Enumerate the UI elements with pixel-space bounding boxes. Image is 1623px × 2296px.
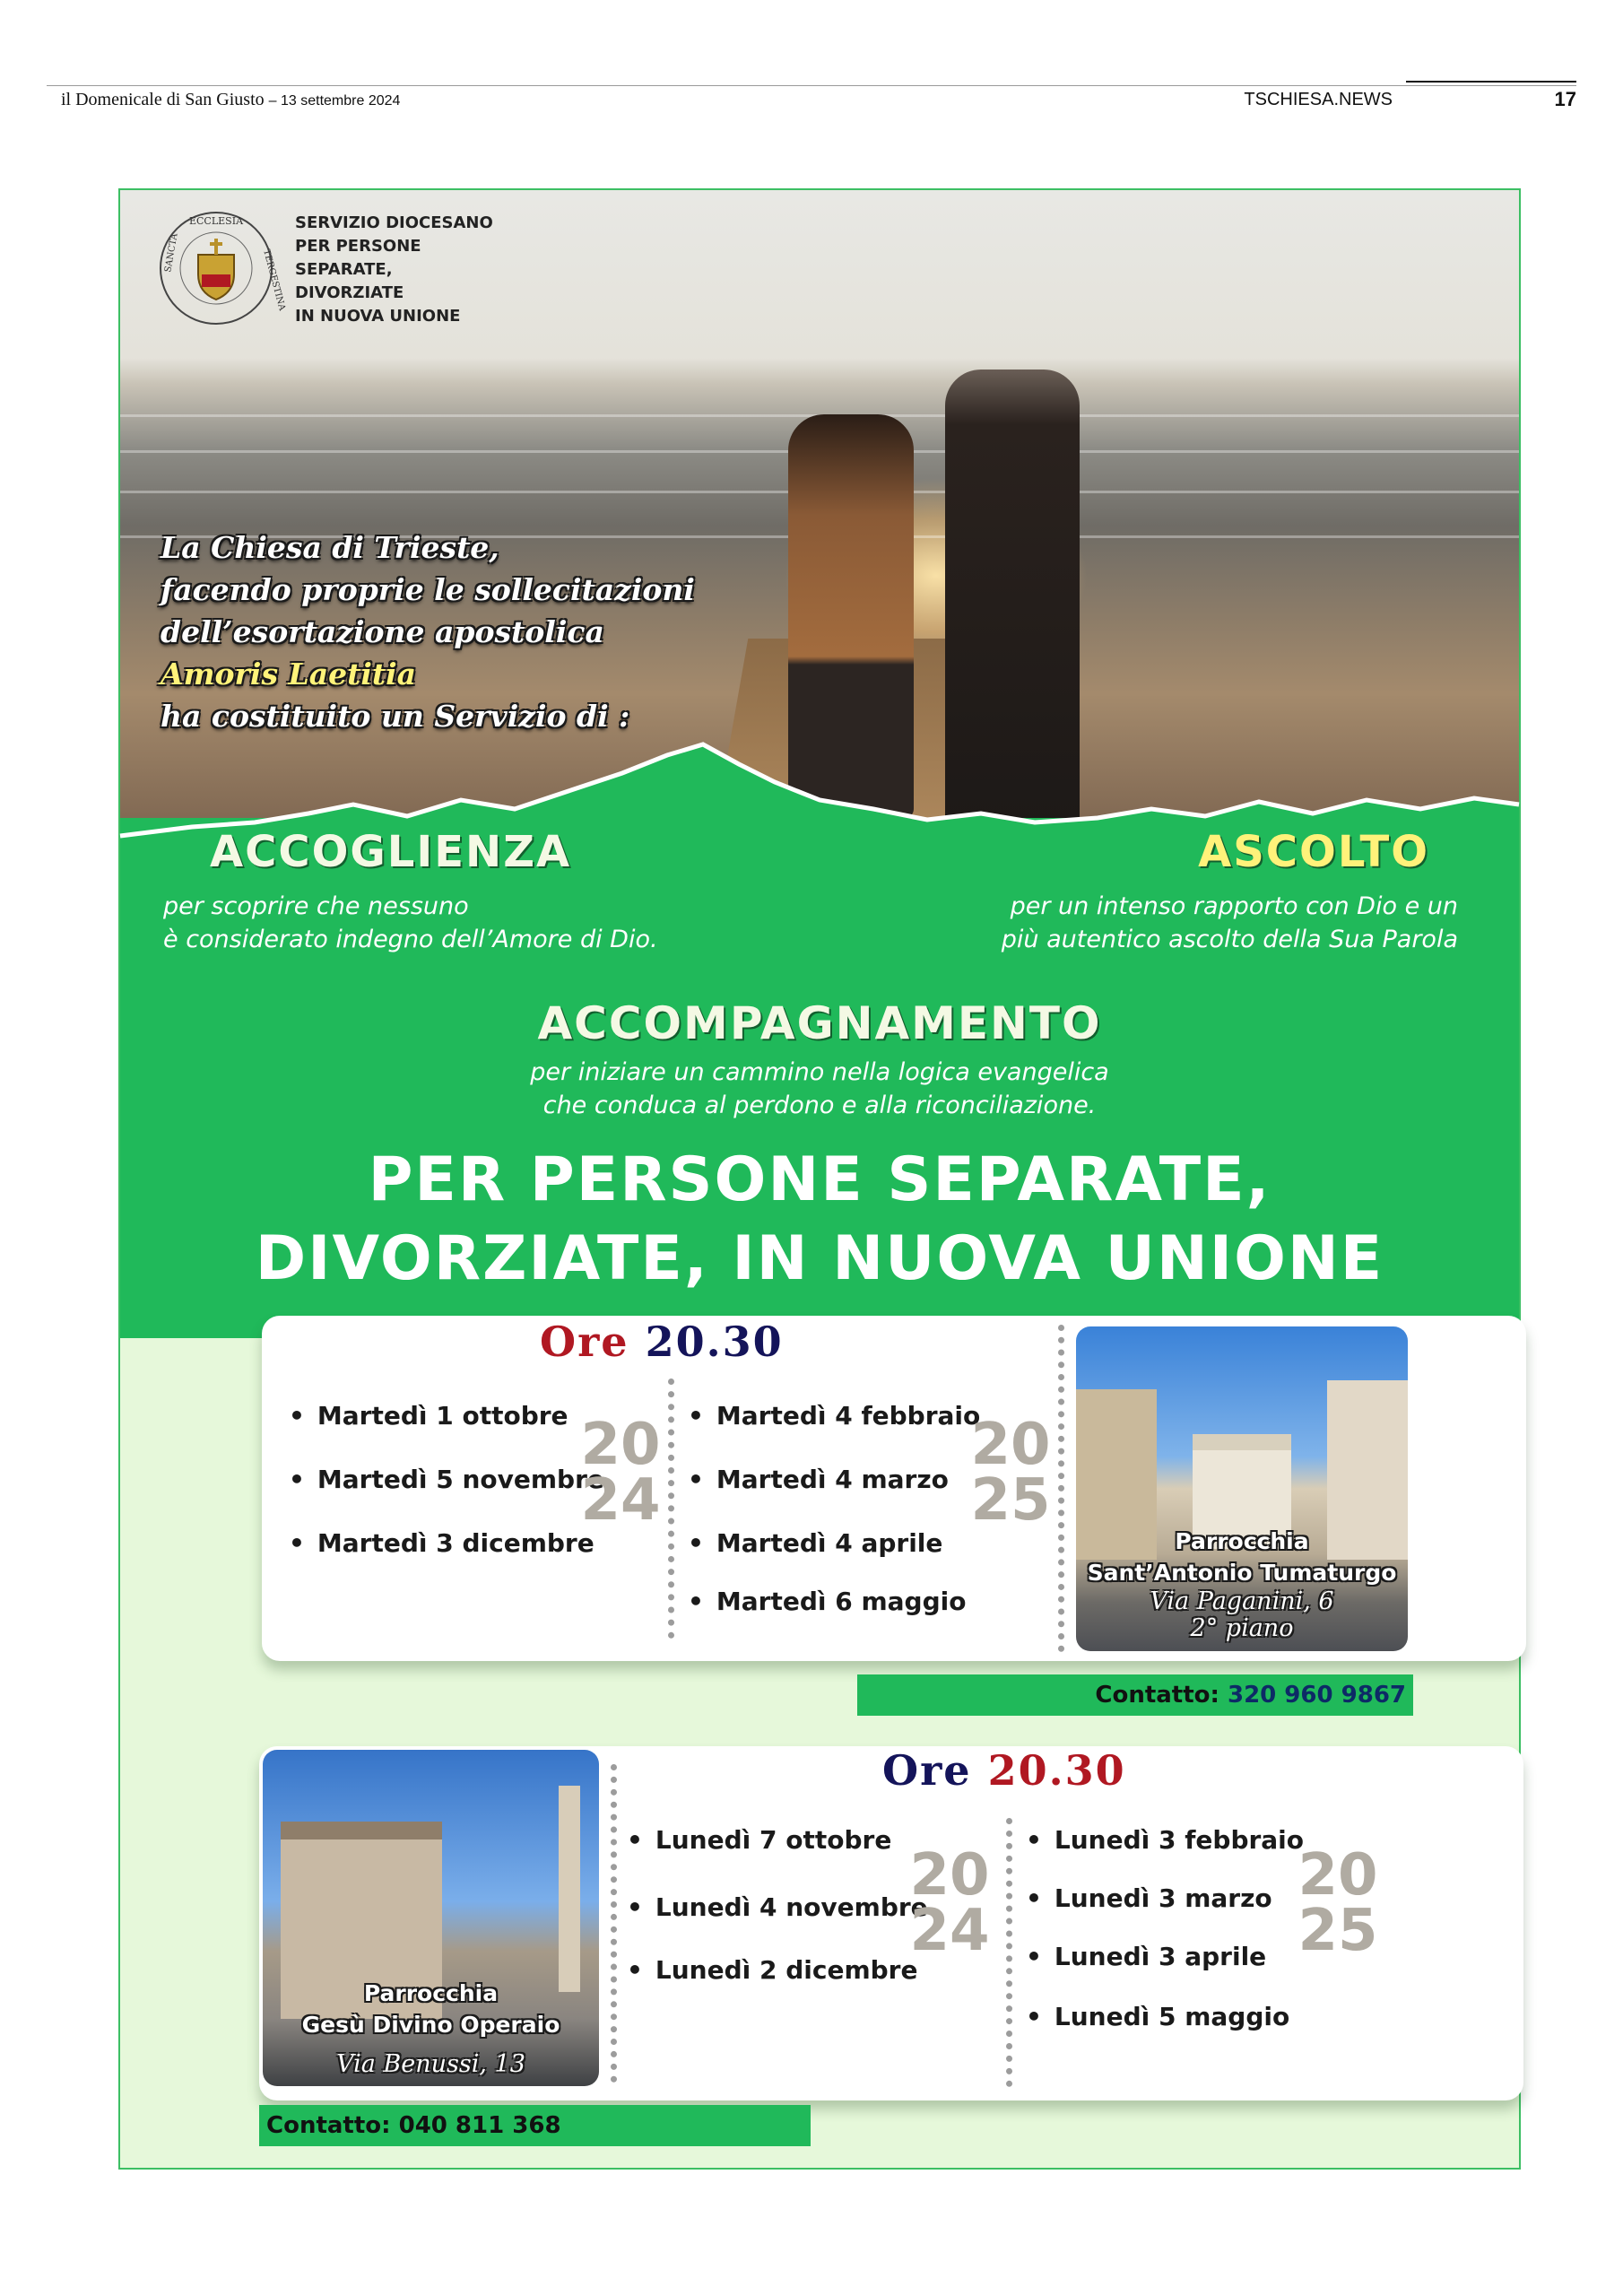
date-item: • Martedì 4 aprile (688, 1528, 942, 1558)
parish-name: Sant’Antonio Tumaturgo (1087, 1560, 1397, 1586)
contact-phone[interactable]: 320 960 9867 (1227, 1682, 1406, 1709)
service-title-line: SERVIZIO DIOCESANO (295, 213, 493, 232)
date-item: • Lunedì 5 maggio (1026, 2002, 1289, 2031)
schedule-card-sant-antonio (262, 1316, 1526, 1661)
intro-text (161, 526, 779, 737)
church-photo-sant-antonio (1076, 1326, 1408, 1651)
date-item: • Martedì 4 marzo (688, 1465, 949, 1494)
service-title-line: SEPARATE, (295, 260, 393, 279)
year-part: 20 (580, 1412, 661, 1478)
accoglienza-title: ACCOGLIENZA (210, 827, 572, 877)
year-part: 25 (1298, 1898, 1378, 1964)
dates-list-2024 (289, 1401, 612, 1616)
date-item: • Martedì 5 novembre (289, 1465, 604, 1494)
intro-line: La Chiesa di Trieste, (161, 530, 499, 565)
date-item: • Lunedì 2 dicembre (627, 1955, 917, 1985)
contact-label: Contatto: (1095, 1682, 1219, 1709)
dotted-divider (668, 1378, 680, 1639)
svg-text:TERGESTINA: TERGESTINA (261, 248, 287, 312)
year-part: 20 (970, 1412, 1051, 1478)
ascolto-line: per un intenso rapporto con Dio e un (1010, 892, 1458, 920)
year-part: 24 (909, 1898, 990, 1964)
year-part: 25 (970, 1467, 1051, 1534)
meeting-time (540, 1318, 784, 1366)
service-title-line: PER PERSONE (295, 237, 421, 256)
flyer (118, 188, 1521, 2170)
svg-text:ECCLESIA: ECCLESIA (188, 215, 244, 227)
date-item: • Lunedì 4 novembre (627, 1892, 928, 1922)
year-label-2024 (909, 1842, 990, 1964)
publication-date: – 13 settembre 2024 (268, 93, 401, 109)
intro-line: ha costituito un Servizio di : (161, 699, 630, 734)
parish-name: Gesù Divino Operaio (301, 2012, 560, 2038)
main-headline (120, 1141, 1519, 1299)
address-line: Via Paganini, 6 (1150, 1587, 1334, 1615)
year-part: 20 (1298, 1842, 1378, 1909)
svg-text:SANCTA: SANCTA (163, 232, 180, 274)
intro-highlight: Amoris Laetitia (161, 657, 417, 691)
parish-address (263, 2051, 599, 2078)
date-item: • Martedì 6 maggio (688, 1587, 966, 1616)
ore-label: Ore (540, 1318, 629, 1366)
contact-bar-gesu-divino-operaio (259, 2105, 811, 2146)
year-label-2025 (970, 1412, 1051, 1534)
date-item: • Martedì 4 febbraio (688, 1401, 980, 1431)
accoglienza-text (163, 890, 658, 956)
intro-line: facendo proprie le sollecitazioni (161, 572, 695, 607)
contact-phone[interactable]: 040 811 368 (398, 2112, 561, 2139)
parish-label (263, 1978, 599, 2040)
ascolto-line: più autentico ascolto della Sua Parola (1001, 926, 1458, 953)
headline-line: DIVORZIATE, IN NUOVA UNIONE (255, 1223, 1384, 1294)
ascolto-text (1002, 890, 1458, 956)
service-title (295, 212, 528, 328)
church-photo-gesu-divino-operaio (263, 1750, 599, 2086)
accompagnamento-line: per iniziare un cammino nella logica evangelica (530, 1058, 1109, 1086)
diocese-seal-icon (158, 210, 287, 326)
headline-line: PER PERSONE SEPARATE, (368, 1144, 1271, 1215)
service-title-line: DIVORZIATE (295, 283, 404, 302)
parish-label (1076, 1526, 1408, 1588)
date-item: • Lunedì 7 ottobre (627, 1825, 891, 1855)
dotted-divider (611, 1764, 622, 2083)
time-value: 20.30 (645, 1318, 784, 1366)
dotted-divider (1058, 1325, 1070, 1652)
contact-bar-sant-antonio (857, 1674, 1413, 1716)
schedule-card-gesu-divino-operaio (259, 1746, 1523, 2100)
date-item: • Lunedì 3 marzo (1026, 1883, 1272, 1913)
year-part: 20 (909, 1842, 990, 1909)
year-label-2024 (580, 1412, 661, 1534)
parish-line: Parrocchia (363, 1980, 499, 2006)
date-item: • Martedì 3 dicembre (289, 1528, 595, 1558)
accompagnamento-line: che conduca al perdono e alla riconciliazione. (542, 1091, 1097, 1119)
year-part: 24 (580, 1467, 661, 1534)
publication-line (61, 90, 400, 110)
bell-tower (559, 1786, 580, 1992)
dotted-divider (1006, 1818, 1018, 2087)
date-item: • Lunedì 3 febbraio (1026, 1825, 1304, 1855)
accompagnamento-text (120, 1056, 1519, 1122)
accompagnamento-title: ACCOMPAGNAMENTO (537, 997, 1102, 1049)
address-floor: 2° piano (1190, 1614, 1294, 1642)
accoglienza-line: per scoprire che nessuno (163, 892, 469, 920)
intro-line: dell’esortazione apostolica (161, 614, 604, 649)
accoglienza-line: è considerato indegno dell’Amore di Dio. (163, 926, 658, 953)
date-item: • Martedì 1 ottobre (289, 1401, 568, 1431)
header-rule (47, 85, 1576, 86)
meeting-time (882, 1746, 1126, 1795)
page-number: 17 (1554, 88, 1576, 110)
contact-label: Contatto: (266, 2112, 391, 2139)
address-line: Via Benussi, 13 (336, 2050, 525, 2078)
year-label-2025 (1298, 1842, 1378, 1964)
header-rule-accent (1406, 81, 1576, 83)
time-value: 20.30 (987, 1746, 1126, 1795)
publication-name: il Domenicale di San Giusto (61, 90, 265, 109)
ore-label: Ore (882, 1746, 972, 1795)
page-header (47, 81, 1576, 117)
dates-list-2025 (1026, 1825, 1305, 2058)
parish-line: Parrocchia (1175, 1528, 1309, 1554)
parish-address (1076, 1588, 1408, 1642)
service-title-line: IN NUOVA UNIONE (295, 307, 461, 326)
site-name: TSCHIESA.NEWS (1244, 90, 1393, 109)
date-item: • Lunedì 3 aprile (1026, 1942, 1266, 1971)
dates-list-2025 (688, 1401, 984, 1652)
dates-list-2024 (627, 1825, 932, 2040)
ascolto-title: ASCOLTO (1198, 827, 1429, 877)
